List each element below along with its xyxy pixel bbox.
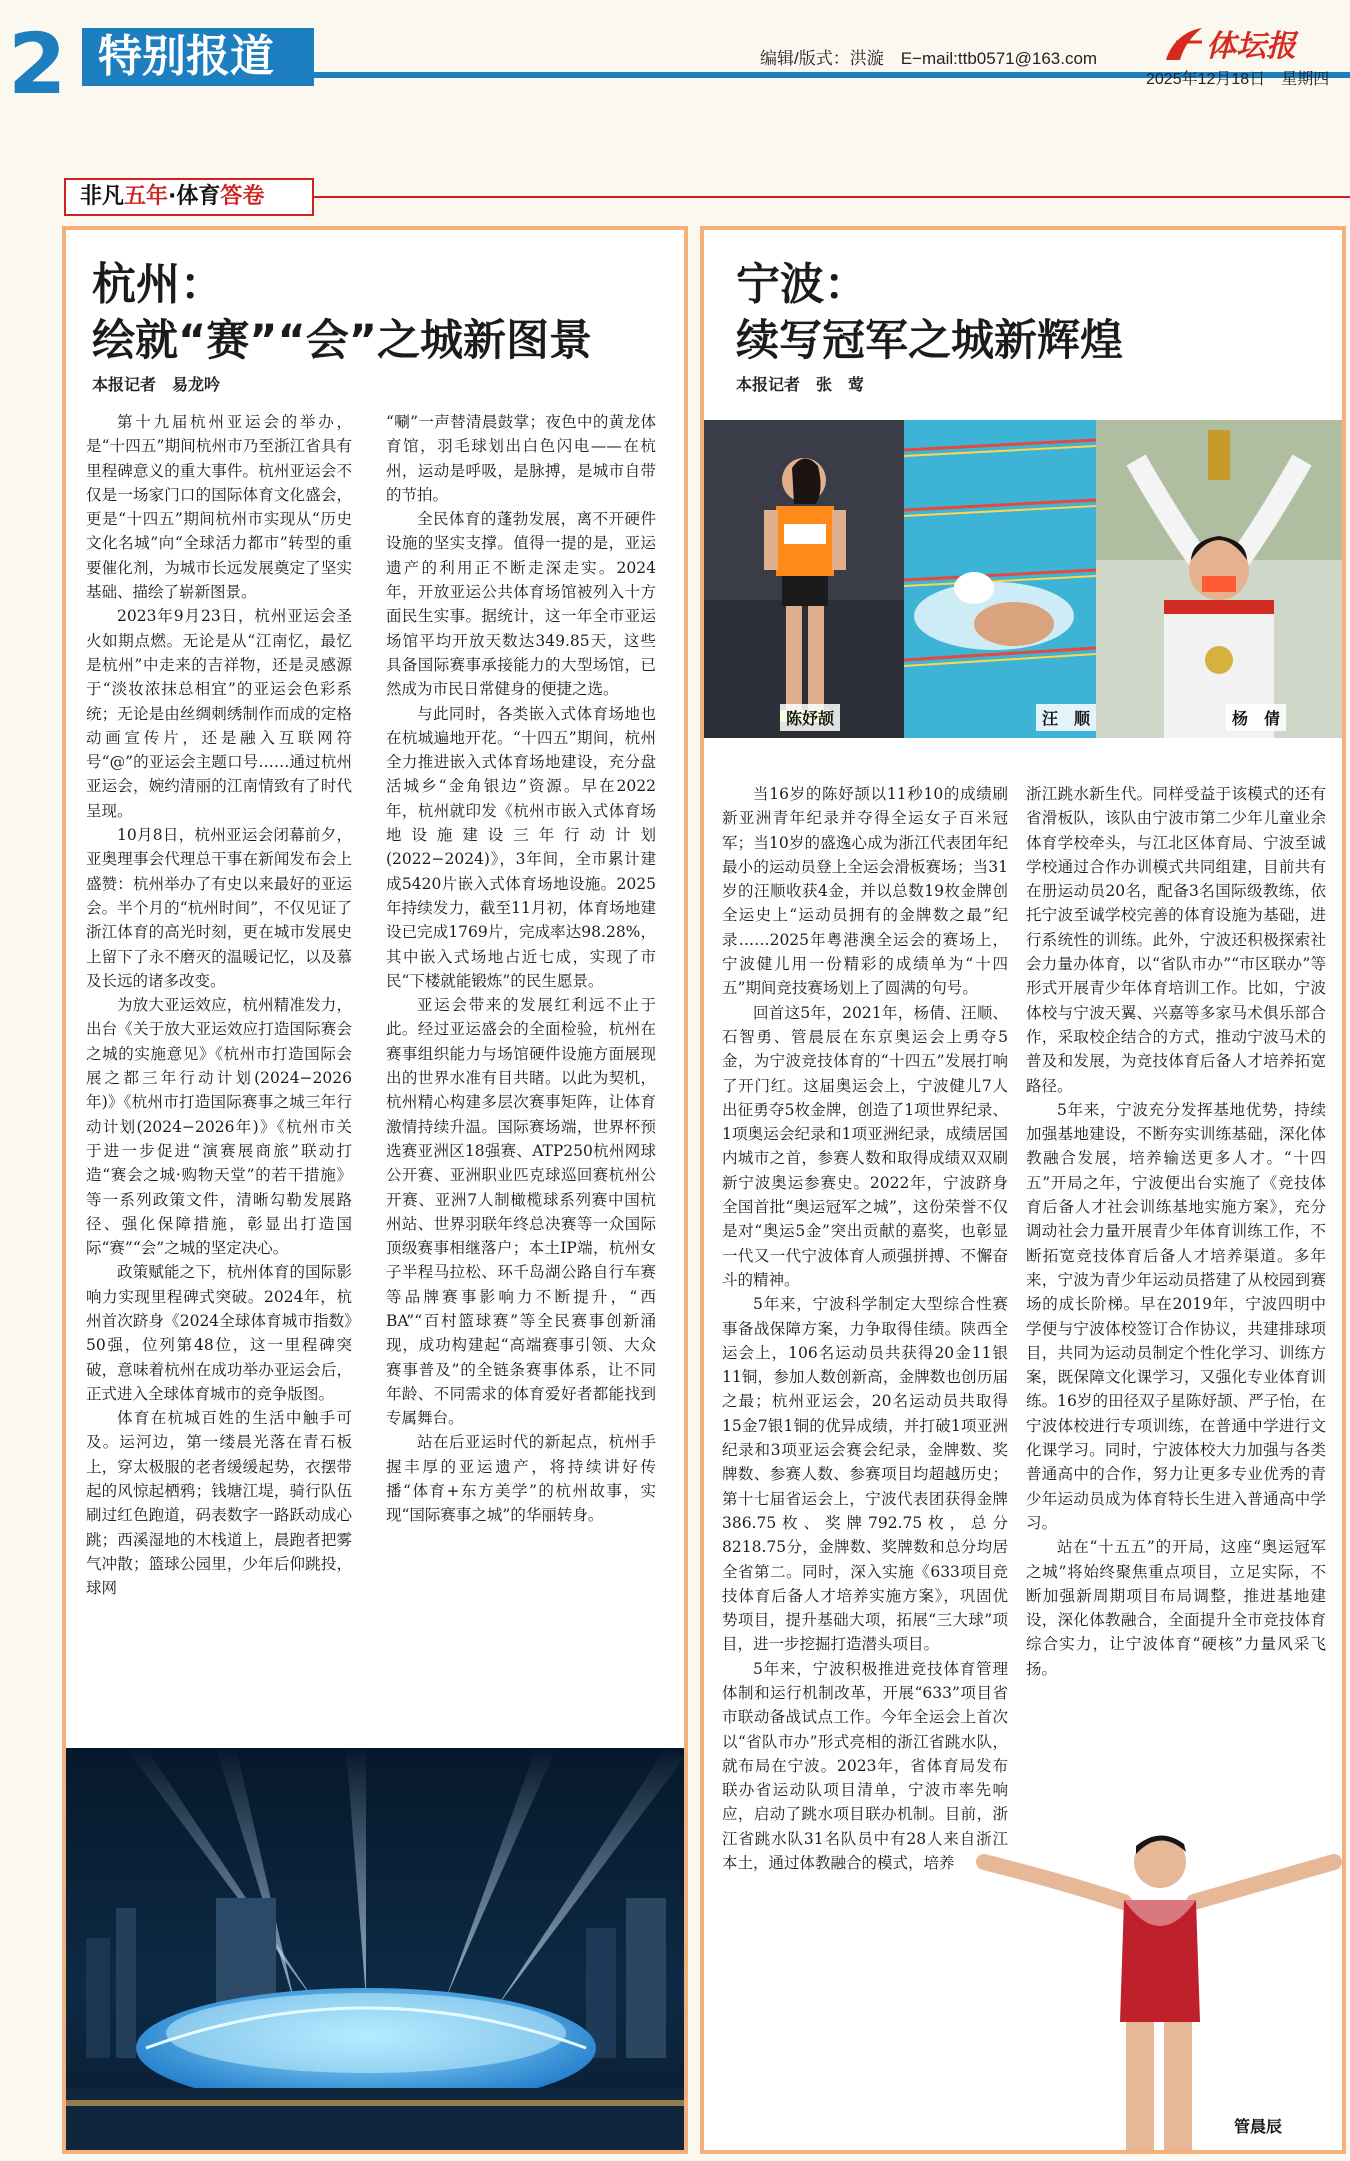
column-tag-rule [314,196,1350,198]
ningbo-column-1 [722,782,1008,2132]
photo-caption-2: 汪 顺 [1036,704,1096,731]
hangzhou-title-line1: 杭州： [92,259,224,310]
issue-date: 2025年12月18日 星期四 [1146,71,1330,88]
column-tag-part4: 答卷 [220,184,265,209]
paragraph: 当16岁的陈妤颉以11秒10的成绩刷新亚洲青年纪录并夺得全运女子百米冠军；当10岁的盛逸心成为浙江代表团年纪最小的运动员登上全运会滑板赛场；当31岁的汪顺收获4金，并以总数19枚金牌创全运史上“运动员拥有的金牌数之最”纪录……2025年粤港澳全运会的赛场上，宁波健儿用一份精彩的成绩单为“十四五”期间竞技赛场划上了圆满的句号。 [722,785,1008,998]
paragraph: 5年来，宁波积极推进竞技体育管理体制和运行机制改革，开展“633”项目省市联动备战试点工作。今年全运会上首次以“省队市办”形式亮相的浙江省跳水队，就布局在宁波。2023年，省体育局发布联办省运动队项目清单，宁波市率先响应，启动了跳水项目联办机制。目前，浙江省跳水队31名队员中有28人来自浙江本土，通过体教融合的模式，培养 [722,1659,1008,1873]
column-tag-part2: 五年 [124,184,169,209]
photo-caption-1: 陈妤颉 [780,704,840,731]
paragraph: 全民体育的蓬勃发展，离不开硬件设施的坚实支撑。值得一提的是，亚运遗产的利用正不断走深走实。2024年，开放亚运公共体育场馆被列入十方面民生实事。据统计，这一年全市亚运场馆平均开放天数达349.85天，这些具备国际赛事承接能力的大型场馆，已然成为市民日常健身的便捷之选。 [386,510,656,699]
ningbo-title-line1: 宁波： [736,259,868,310]
photo-caption-gymnast: 管晨辰 [1228,2112,1288,2139]
column-tag-part3: ·体育 [168,184,221,209]
paragraph: 2023年9月23日，杭州亚运会圣火如期点燃。无论是从“江南忆，最忆是杭州”中走来的吉祥物，还是灵感源于“淡妆浓抹总相宜”的亚运会色彩系统；无论是由丝绸刺绣制作而成的定格动画宣传片，还是融入互联网符号“@”的亚运会主题口号……通过杭州亚运会，婉约清丽的江南情致有了时代呈现。 [86,607,352,820]
column-tag [64,178,314,216]
paragraph: 第十九届杭州亚运会的举办，是“十四五”期间杭州市乃至浙江省具有里程碑意义的重大事件。杭州亚运会不仅是一场家门口的国际体育文化盛会，更是“十四五”期间杭州市实现从“历史文化名城”向“全球活力都市”转型的重要催化剂，为城市长远发展奠定了坚实基础、描绘了崭新图景。 [86,413,352,602]
paragraph: 10月8日，杭州亚运会闭幕前夕，亚奥理事会代理总干事在新闻发布会上盛赞：杭州举办了有史以来最好的亚运会。半个月的“杭州时间”，不仅见证了浙江体育的高光时刻，更在城市发展史上留下了永不磨灭的温暖记忆，以及慕及长远的诸多改变。 [86,826,352,990]
paragraph: 5年来，宁波科学制定大型综合性赛事备战保障方案，力争取得佳绩。陕西全运会上，106名运动员共获得20金11银11铜，参加人数创新高，金牌数也创历届之最；杭州亚运会，20名运动员共取得15金7银1铜的优异成绩，并打破1项亚洲纪录和3项亚运会赛会纪录，金牌数、奖牌数、参赛人数、参赛项目均超越历史；第十七届省运会上，宁波代表团获得金牌386.75枚、奖牌792.75枚，总分8218.75分，金牌数、奖牌数和总分均居全省第二。同时，深入实施《633项目竞技体育后备人才培养实施方案》，巩固优势项目，提升基础大项，拓展“三大球”项目，进一步挖掘打造潜头项目。 [722,1295,1008,1654]
hangzhou-title-line2: 绘就“赛”“会”之城新图景 [92,316,593,366]
newspaper-logo [1162,22,1332,68]
hangzhou-stadium-photo [66,1748,684,2150]
paragraph: 站在“十五五”的开局，这座“奥运冠军之城”将始终聚焦重点项目，立足实际，不断加强新周期项目布局调整，推进基地建设，深化体教融合，全面提升全市竞技体育综合实力，让宁波体育“硬核”力量风采飞扬。 [1026,1538,1326,1678]
athlete-photo-sprinter [704,420,904,738]
paragraph: 浙江跳水新生代。同样受益于该模式的还有省滑板队，该队由宁波市第二少年儿童业余体育学校牵头，与江北区体育局、宁波至诚学校通过合作办训模式共同组建，目前共有在册运动员20名，配备3名国际级教练，依托宁波至诚学校完善的体育设施为基础，进行系统性的训练。此外，宁波还积极探索社会力量办体育，以“省队市办”“市区联办”等形式开展青少年体育培训工作。比如，宁波体校与宁波天翼、兴嘉等多家马术俱乐部合作，采取校企结合的方式，推动宁波马术的普及和发展，为竞技体育后备人才培养拓宽路径。 [1026,785,1326,1095]
logo-text: 体坛报 [1206,29,1296,64]
editor-line: 编辑/版式：洪漩 E−mail:ttb0571@163.com [760,49,1098,68]
column-tag-part1: 非凡 [80,184,125,209]
ningbo-column-2 [1026,782,1326,1818]
paragraph: 为放大亚运效应，杭州精准发力，出台《关于放大亚运效应打造国际赛会之城的实施意见》《杭州市打造国际会展之都三年行动计划(2024−2026年)》《杭州市打造国际赛事之城三年行动计划(2024−2026年)》《杭州市关于进一步促进“演赛展商旅”联动打造“赛会之城·购物天堂”的若干措施》等一系列政策文件，清晰勾勒发展路径、强化保障措施，彰显出打造国际“赛”“会”之城的坚定决心。 [86,996,352,1258]
paragraph: 亚运会带来的发展红利远不止于此。经过亚运盛会的全面检验，杭州在赛事组织能力与场馆硬件设施方面展现出的世界水准有目共睹。以此为契机，杭州精心构建多层次赛事矩阵，让体育激情持续升温。国际赛场端，世界杯预选赛亚洲区18强赛、ATP250杭州网球公开赛、亚洲职业匹克球巡回赛杭州公开赛、亚洲7人制橄榄球系列赛中国杭州站、世界羽联年终总决赛等一众国际顶级赛事相继落户；本土IP端，杭州女子半程马拉松、环千岛湖公路自行车赛等品牌赛事影响力不断提升，“西BA”“百村篮球赛”等全民赛事创新涌现，成功构建起“高端赛事引领、大众赛事普及”的全链条赛事体系，让不同年龄、不同需求的体育爱好者都能找到专属舞台。 [386,996,656,1428]
photo-caption-3: 杨 倩 [1226,704,1286,731]
ningbo-byline: 本报记者 张 莺 [736,377,865,394]
section-title: 特别报道 [82,28,314,86]
page-number: 2 [8,15,67,113]
paragraph: 回首这5年，2021年，杨倩、汪顺、石智勇、管晨辰在东京奥运会上勇夺5金，为宁波竞技体育的“十四五”发展打响了开门红。这届奥运会上，宁波健儿7人出征勇夺5枚金牌，创造了1项世界纪录、1项奥运会纪录和1项亚洲纪录，成绩居国内城市之首，参赛人数和取得成绩双双刷新宁波奥运参赛史。2022年，宁波跻身全国首批“奥运冠军之城”，这份荣誉不仅是对“奥运5金”突出贡献的嘉奖，也彰显一代又一代宁波体育人顽强拼搏、不懈奋斗的精神。 [722,1003,1008,1289]
hangzhou-column-2 [386,410,656,1742]
paragraph: 体育在杭城百姓的生活中触手可及。运河边，第一缕晨光落在青石板上，穿太极服的老者缓缓起势，衣摆带起的风惊起栖鸦；钱塘江堤，骑行队伍刷过红色跑道，码表数字一路跃动成心跳；西溪湿地的木栈道上，晨跑者把雾气冲散；篮球公园里，少年后仰跳投，球网 [86,1409,352,1598]
hangzhou-byline: 本报记者 易龙吟 [92,377,221,394]
paragraph: 5年来，宁波充分发挥基地优势，持续加强基地建设，不断夯实训练基础，深化体教融合发展，培养输送更多人才。“十四五”开局之年，宁波便出台实施了《竞技体育后备人才社会训练基地实施方案》，充分调动社会力量开展青少年体育训练工作，不断拓宽竞技体育后备人才培养渠道。多年来，宁波为青少年运动员搭建了从校园到赛场的成长阶梯。早在2019年，宁波四明中学便与宁波体校签订合作协议，共建排球项目，共同为运动员制定个性化学习、训练方案，既保障文化课学习，又强化专业体育训练。16岁的田径双子星陈妤颉、严子怡，在宁波体校进行专项训练，在普通中学进行文化课学习。同时，宁波体校大力加强与各类普通高中的合作，努力让更多专业优秀的青少年运动员成为体育特长生进入普通高中学习。 [1026,1100,1326,1532]
athlete-photo-shooter [1096,420,1342,738]
paragraph: 与此同时，各类嵌入式体育场地也在杭城遍地开花。“十四五”期间，杭州全力推进嵌入式体育场地建设，充分盘活城乡“金角银边”资源。早在2022年，杭州就印发《杭州市嵌入式体育场地设施建设三年行动计划(2022−2024)》，3年间，全市累计建成5420片嵌入式体育场地设施。2025年持续发力，截至11月初，体育场地建设已完成1769片，完成率达98.28%，其中嵌入式场地占近七成，实现了市民“下楼就能锻炼”的民生愿景。 [386,704,656,990]
ningbo-title-line2: 续写冠军之城新辉煌 [736,316,1123,366]
athlete-photo-swimmer [904,420,1096,738]
paragraph: 站在后亚运时代的新起点，杭州手握丰厚的亚运遗产，将持续讲好传播“体育+东方美学”的杭州故事，实现“国际赛事之城”的华丽转身。 [386,1433,656,1525]
hangzhou-column-1 [86,410,352,1742]
paragraph: “唰”一声替清晨鼓掌；夜色中的黄龙体育馆，羽毛球划出白色闪电——在杭州，运动是呼吸，是脉搏，是城市自带的节拍。 [386,413,656,504]
athlete-photo-gymnast [974,1822,1344,2150]
paragraph: 政策赋能之下，杭州体育的国际影响力实现里程碑式突破。2024年，杭州首次跻身《2024全球体育城市指数》50强，位列第48位，这一里程碑突破，意味着杭州在成功举办亚运会后，正式进入全球体育城市的竞争版图。 [86,1263,352,1403]
